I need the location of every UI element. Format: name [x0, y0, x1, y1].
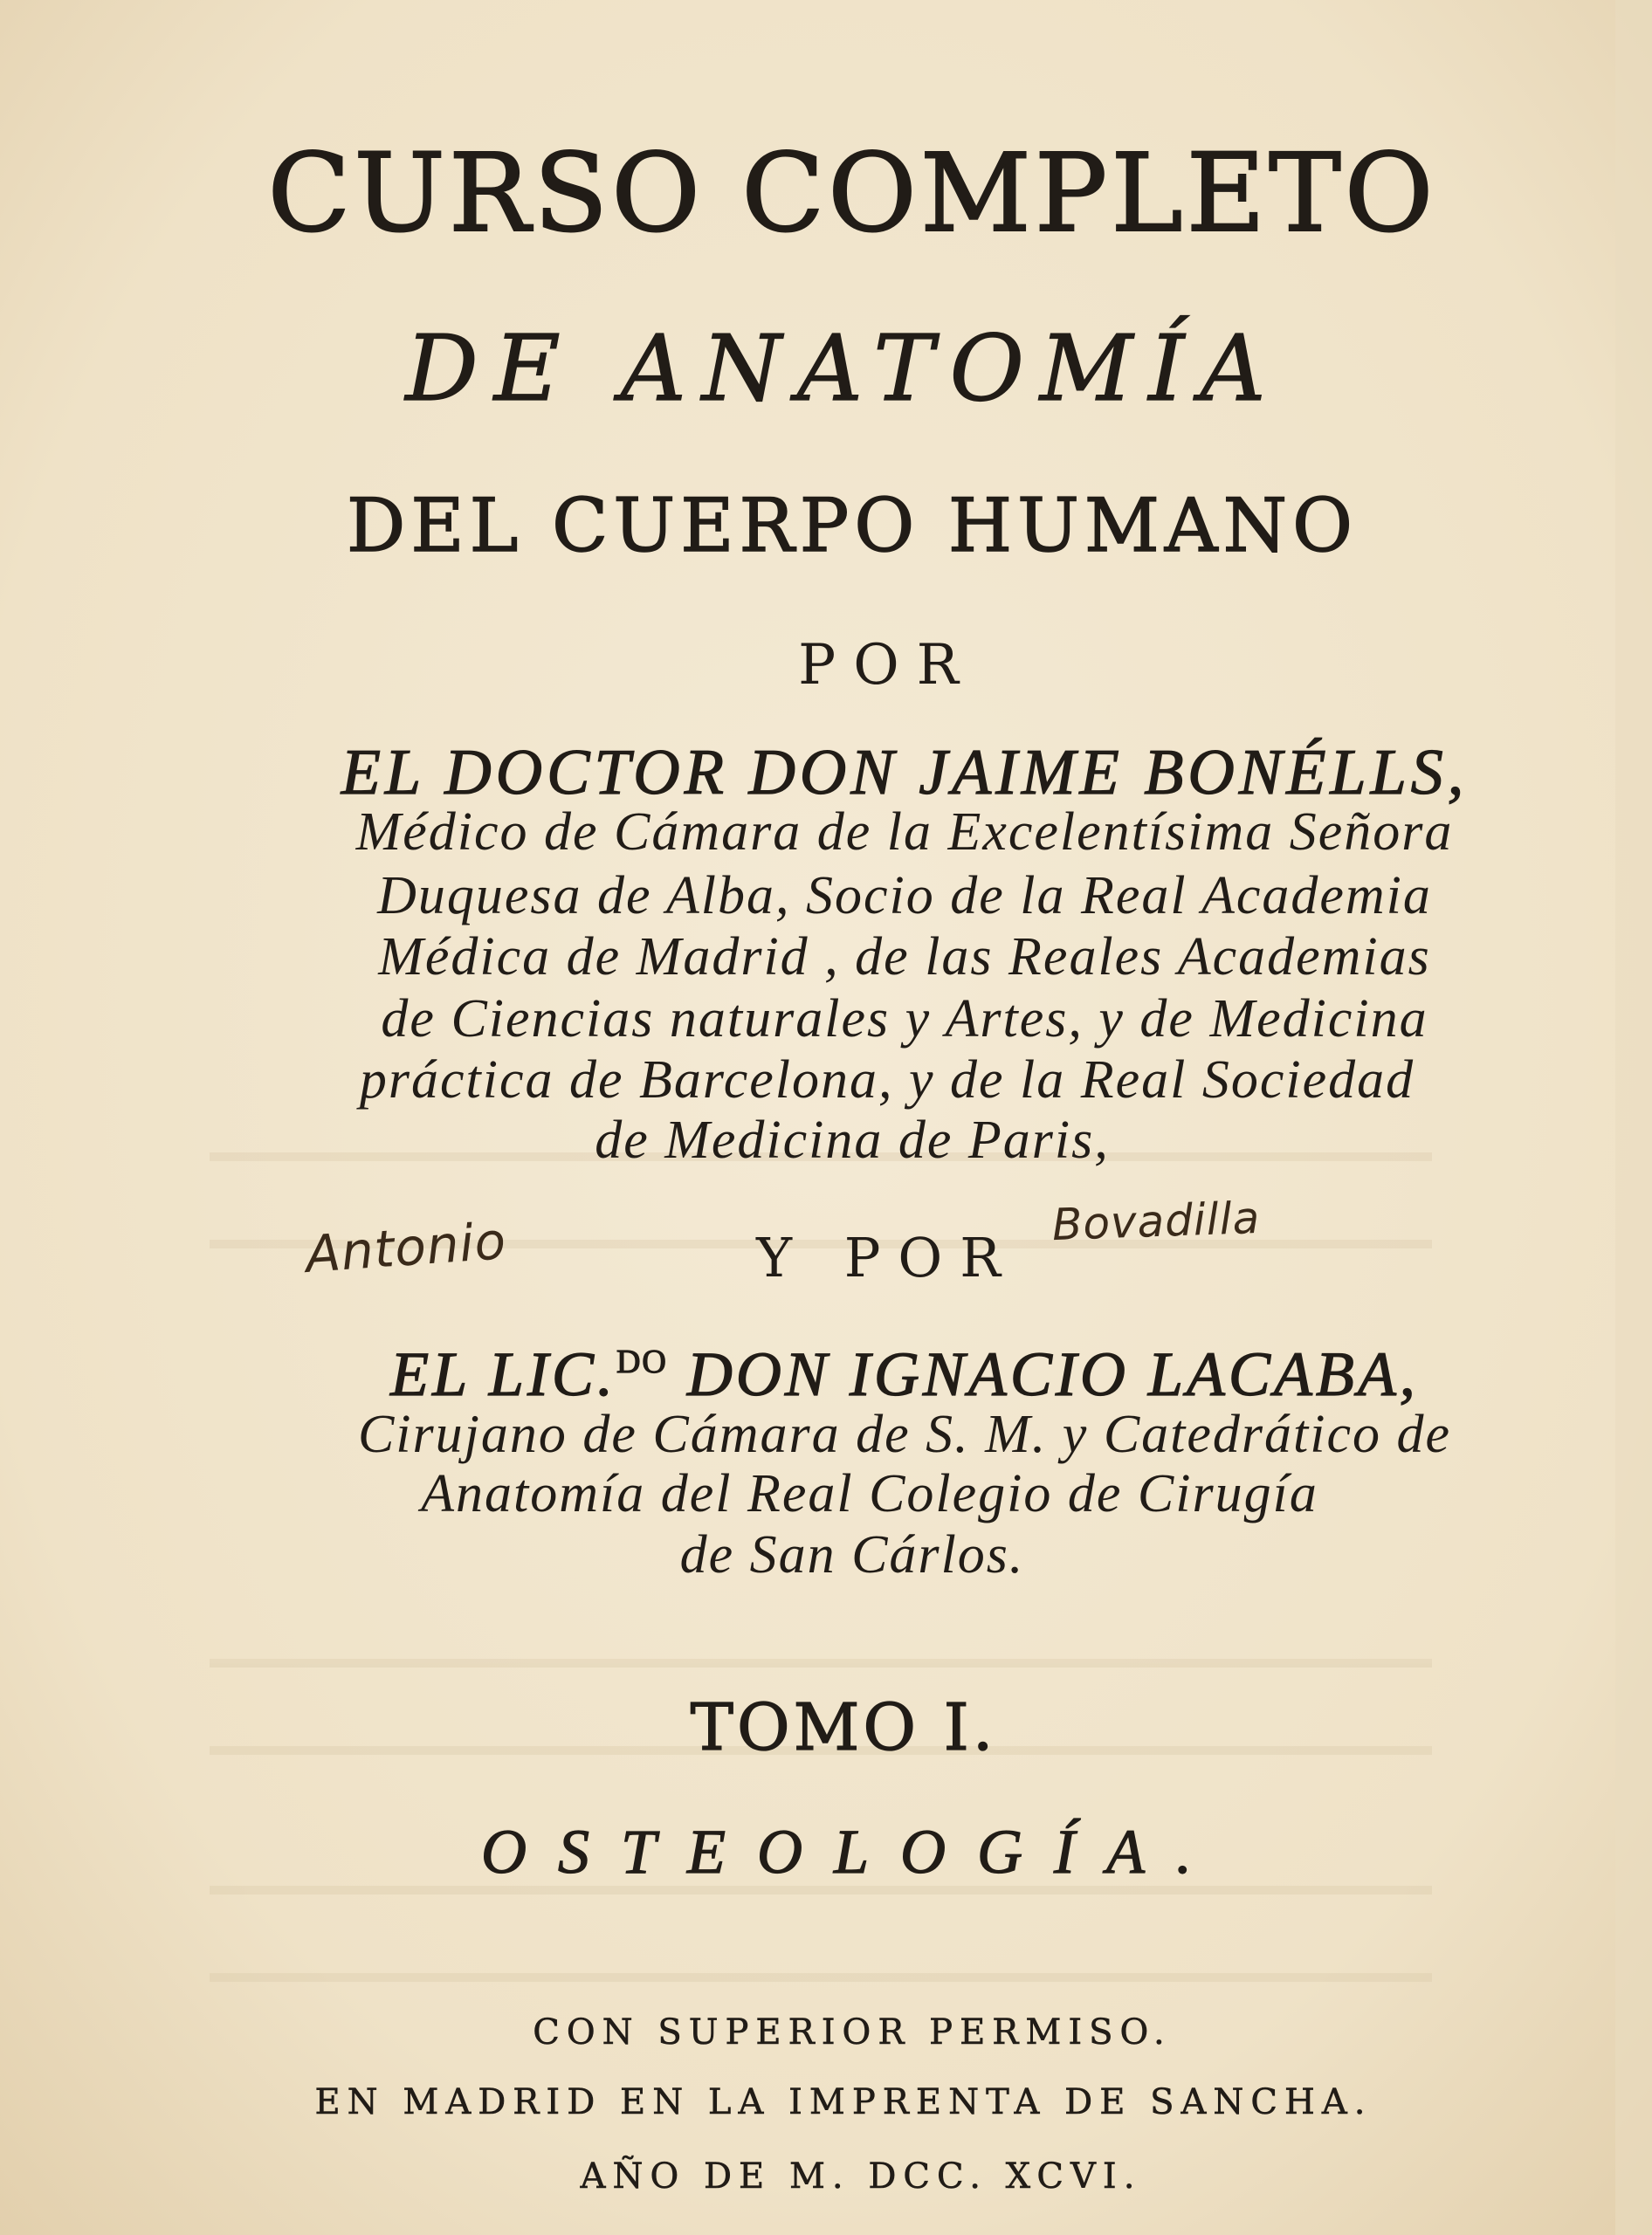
author-1-desc-line: Médica de Madrid , de las Reales Academias: [378, 927, 1431, 987]
author-2-prefix: EL LIC.: [390, 1339, 616, 1409]
title-line-3: DEL CUERPO HUMANO: [347, 483, 1358, 568]
author-2-rest: DON IGNACIO LACABA,: [667, 1339, 1419, 1409]
handwritten-annotation-left: Antonio: [303, 1211, 509, 1284]
volume-subject: OSTEOLOGÍA.: [480, 1817, 1223, 1887]
title-line-1: CURSO COMPLETO: [267, 131, 1437, 257]
byline-y-por: Y POR: [756, 1226, 1018, 1289]
author-2-desc-line: Cirujano de Cámara de S. M. y Catedrático de: [357, 1405, 1452, 1464]
volume-number: TOMO I.: [690, 1690, 997, 1765]
title-line-2: DE ANATOMÍA: [405, 315, 1282, 422]
author-1-desc-line: práctica de Barcelona, y de la Real Sociedad: [359, 1050, 1415, 1110]
author-1-desc-line: de Ciencias naturales y Artes, y de Medicina: [381, 989, 1428, 1049]
byline-por: POR: [798, 633, 976, 698]
author-1-desc-line: de Medicina de Paris,: [595, 1111, 1110, 1170]
imprint-year: AÑO DE M. DCC. XCVI.: [580, 2156, 1142, 2197]
handwritten-annotation-right: Bovadilla: [1051, 1192, 1262, 1251]
author-2-desc-line: Anatomía del Real Colegio de Cirugía: [421, 1464, 1318, 1523]
author-1-desc-line: Médico de Cámara de la Excelentísima Señora: [355, 802, 1454, 862]
imprint-permission: CON SUPERIOR PERMISO.: [533, 2012, 1172, 2053]
author-2-desc-line: de San Cárlos.: [679, 1525, 1025, 1585]
author-1-name: EL DOCTOR DON JAIME BONÉLLS,: [341, 737, 1469, 808]
author-2-name: [0, 1339, 1652, 1409]
author-1-desc-line: Duquesa de Alba, Socio de la Real Academia: [377, 866, 1432, 925]
imprint-printer: EN MADRID EN LA IMPRENTA DE SANCHA.: [314, 2082, 1373, 2122]
author-2-superscript: DO: [616, 1344, 668, 1380]
